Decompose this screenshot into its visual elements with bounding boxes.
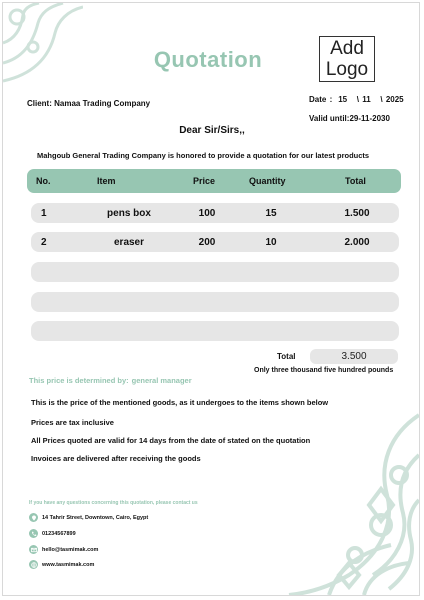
- total-value: 3.500: [310, 349, 398, 364]
- table-row: [31, 292, 399, 312]
- corner-ornament-bottom-right: [269, 405, 419, 595]
- header-quantity: Quantity: [249, 176, 286, 186]
- cell-no: 1: [41, 208, 47, 219]
- table-row: [31, 262, 399, 282]
- logo-line-2: Logo: [325, 59, 369, 80]
- intro-text: Mahgoub General Trading Company is honored to provide a quotation for our latest products: [37, 151, 370, 160]
- phone-icon: [29, 529, 38, 538]
- cell-no: 2: [41, 237, 47, 248]
- cell-item: eraser: [113, 237, 145, 248]
- valid-until: Valid until:29-11-2030: [309, 114, 390, 123]
- note-line: This is the price of the mentioned goods, as it undergoes to the items shown below: [31, 398, 329, 407]
- logo-placeholder: [319, 36, 375, 82]
- note-line: Invoices are delivered after receiving the goods: [31, 454, 201, 463]
- cell-quantity: 15: [265, 208, 277, 219]
- cell-item: pens box: [107, 208, 151, 219]
- address-text: 14 Tahrir Street, Downtown, Cairo, Egypt: [42, 515, 149, 521]
- date: [309, 95, 404, 104]
- date-value: 15 \ 11 \ 2025: [338, 95, 404, 104]
- greeting: Dear Sir/Sirs,,: [179, 125, 245, 136]
- header-no: No.: [36, 176, 51, 186]
- note-line: All Prices quoted are valid for 14 days from the date of stated on the quotation: [31, 436, 311, 445]
- cell-total: 1.500: [344, 208, 370, 219]
- email-text[interactable]: hello@tasmimak.com: [42, 547, 99, 553]
- corner-ornament-top-left: [3, 3, 83, 83]
- price-determined-by: [29, 376, 192, 385]
- determined-by-name: general manager: [131, 376, 192, 385]
- total-in-words: Only three thousand five hundred pounds: [254, 367, 394, 374]
- client-name: Client: Namaa Trading Company: [27, 99, 151, 108]
- contact-heading: If you have any questions concerning this quotation, please contact us: [29, 500, 198, 506]
- cell-quantity: 10: [265, 237, 277, 248]
- globe-icon: [29, 560, 38, 569]
- table-row: [31, 321, 399, 341]
- note-line: Prices are tax inclusive: [31, 418, 114, 427]
- table-row: [31, 203, 399, 223]
- phone-text[interactable]: 01234567899: [42, 531, 76, 537]
- header-price: Price: [193, 176, 216, 186]
- header-total: Total: [345, 176, 366, 186]
- cell-price: 200: [198, 237, 216, 248]
- quotation-page: [2, 2, 420, 596]
- location-icon: [29, 513, 38, 522]
- table-row: [31, 232, 399, 252]
- document-title: Quotation: [153, 47, 263, 72]
- website-text[interactable]: www.tasmimak.com: [42, 562, 95, 568]
- cell-price: 100: [198, 208, 216, 219]
- table-header: [27, 169, 401, 193]
- date-label: Date :: [309, 95, 333, 104]
- cell-total: 2.000: [344, 237, 370, 248]
- mail-icon: [29, 545, 38, 554]
- determined-label: This price is determined by:: [29, 376, 129, 385]
- logo-line-1: Add: [330, 38, 364, 59]
- total-label: Total: [277, 352, 296, 361]
- header-item: Item: [97, 176, 116, 186]
